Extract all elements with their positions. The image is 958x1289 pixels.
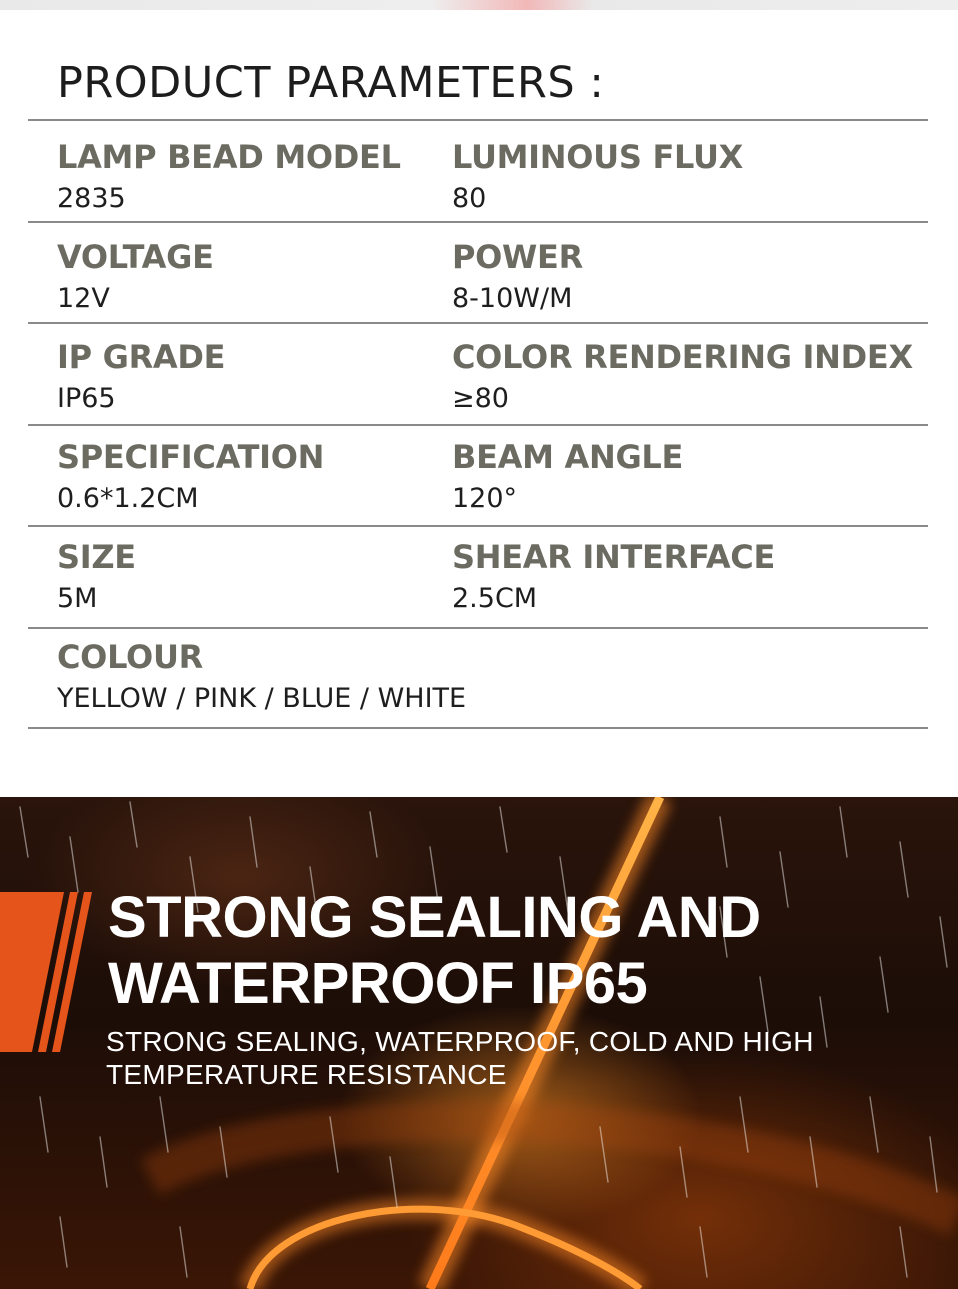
- param-label: LUMINOUS FLUX: [452, 138, 744, 176]
- banner-title-line-1: STRONG SEALING AND: [108, 885, 761, 950]
- param-value: IP65: [57, 383, 116, 414]
- param-value: YELLOW / PINK / BLUE / WHITE: [57, 683, 467, 714]
- param-value: 2.5CM: [452, 583, 538, 614]
- param-label: POWER: [452, 238, 583, 276]
- divider: [28, 322, 928, 324]
- banner-subtitle: STRONG SEALING, WATERPROOF, COLD AND HIGH TEMPERATURE RESISTANCE: [106, 1026, 814, 1090]
- param-label: COLOUR: [57, 638, 203, 676]
- param-value: ≥80: [452, 383, 509, 414]
- banner-title-line-2: WATERPROOF IP65: [108, 951, 648, 1016]
- param-lamp-bead-model: [57, 137, 401, 217]
- param-value: 5M: [57, 583, 98, 614]
- param-label: LAMP BEAD MODEL: [57, 138, 401, 176]
- param-beam-angle: [452, 437, 683, 517]
- divider: [28, 727, 928, 729]
- param-value: 0.6*1.2CM: [57, 483, 199, 514]
- divider: [28, 525, 928, 527]
- param-label: SPECIFICATION: [57, 438, 325, 476]
- banner-title: [108, 885, 761, 1017]
- divider: [28, 119, 928, 121]
- top-edge-strip: [0, 0, 958, 10]
- param-luminous-flux: [452, 137, 743, 217]
- param-label: IP GRADE: [57, 338, 226, 376]
- param-value: 80: [452, 183, 487, 214]
- divider: [28, 424, 928, 426]
- divider: [28, 221, 928, 223]
- param-label: VOLTAGE: [57, 238, 214, 276]
- param-colour: [57, 637, 466, 717]
- product-parameters-title: PRODUCT PARAMETERS :: [57, 58, 605, 108]
- param-shear-interface: [452, 537, 775, 617]
- param-value: 120°: [452, 483, 518, 514]
- param-label: SIZE: [57, 538, 136, 576]
- divider: [28, 627, 928, 629]
- param-size: [57, 537, 136, 617]
- waterproof-banner: [0, 797, 958, 1289]
- param-specification: [57, 437, 324, 517]
- param-value: 12V: [57, 283, 110, 314]
- param-value: 2835: [57, 183, 126, 214]
- param-label: COLOR RENDERING INDEX: [452, 338, 913, 376]
- param-label: SHEAR INTERFACE: [452, 538, 776, 576]
- param-label: BEAM ANGLE: [452, 438, 684, 476]
- param-power: [452, 237, 583, 317]
- param-value: 8-10W/M: [452, 283, 573, 314]
- param-ip-grade: [57, 337, 225, 417]
- orange-stripe-accent: [0, 892, 100, 1052]
- param-voltage: [57, 237, 214, 317]
- param-color-rendering-index: [452, 337, 913, 417]
